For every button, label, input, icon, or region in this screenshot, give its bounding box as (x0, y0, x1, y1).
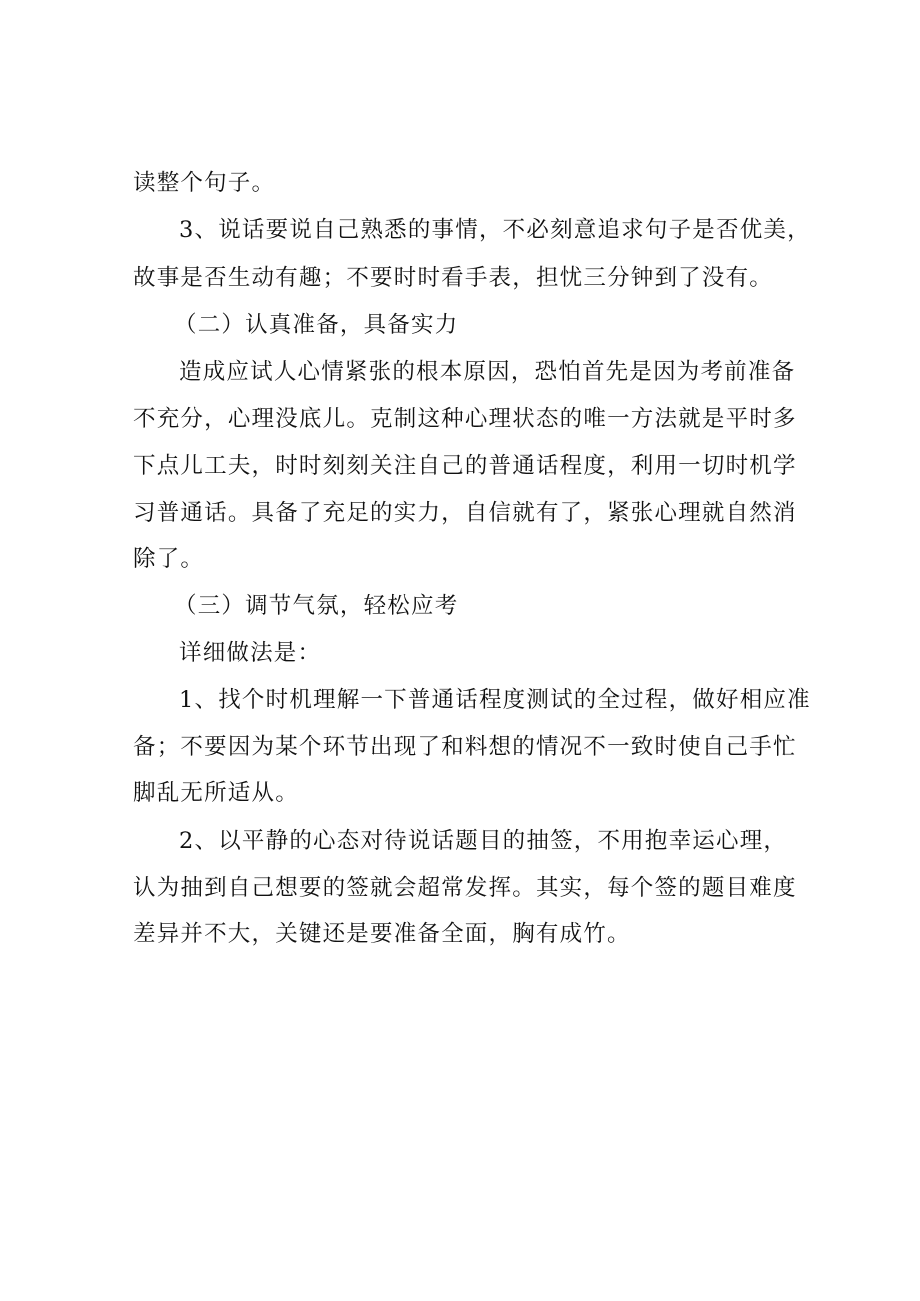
text-line-justified: 备 ； 不 要 因 为 某 个 环 节 出 现 了 和 料 想 的 情 况 不 一 致 时 使 自 己 手 忙 (133, 734, 797, 760)
section-heading: （三）调节气氛，轻松应考 (174, 593, 459, 619)
text-line-justified: 习 普 通 话 。 具 备 了 充 足 的 实 力 ， 自 信 就 有 了 ， 紧 张 心 理 就 自 然 消 (133, 500, 797, 526)
text-line-justified: 1 、 找 个 时 机 理 解 一 下 普 通 话 程 度 测 试 的 全 过 程 ， 做 好 相 应 准 (179, 687, 811, 713)
section-heading: （二）认真准备，具备实力 (174, 312, 459, 338)
text-line-justified: 故 事 是 否 生 动 有 趣 ； 不 要 时 时 看 手 表 ， 担 忧 三 分 钟 到 了 没 有 。 (133, 265, 773, 291)
text-line-justified: 造 成 应 试 人 心 情 紧 张 的 根 本 原 因 ， 恐 怕 首 先 是 因 为 考 前 准 备 (179, 359, 796, 385)
text-line-justified: 2 、 以 平 静 的 心 态 对 待 说 话 题 目 的 抽 签 ， 不 用 抱 幸 运 心 理 ， (179, 828, 788, 854)
text-line-justified: 不 充 分 ， 心 理 没 底 儿 。 克 制 这 种 心 理 状 态 的 唯 一 方 法 就 是 平 时 多 (133, 406, 797, 432)
text-line-justified: 认 为 抽 到 自 己 想 要 的 签 就 会 超 常 发 挥 。 其 实 ， 每 个 签 的 题 目 难 度 (133, 875, 797, 901)
text-line: 除了。 (133, 546, 205, 572)
text-line: 差异并不大，关键还是要准备全面，胸有成竹。 (133, 921, 631, 947)
text-line: 读整个句子。 (133, 170, 276, 196)
text-line: 详细做法是： (179, 640, 322, 666)
text-line-justified: 3 、 说 话 要 说 自 己 熟 悉 的 事 情 ， 不 必 刻 意 追 求 句 子 是 否 优 美 ， (179, 217, 811, 243)
text-line: 脚乱无所适从。 (133, 780, 299, 806)
text-line-justified: 下 点 儿 工 夫 ， 时 时 刻 刻 关 注 自 己 的 普 通 话 程 度 ， 利 用 一 切 时 机 学 (133, 453, 797, 479)
